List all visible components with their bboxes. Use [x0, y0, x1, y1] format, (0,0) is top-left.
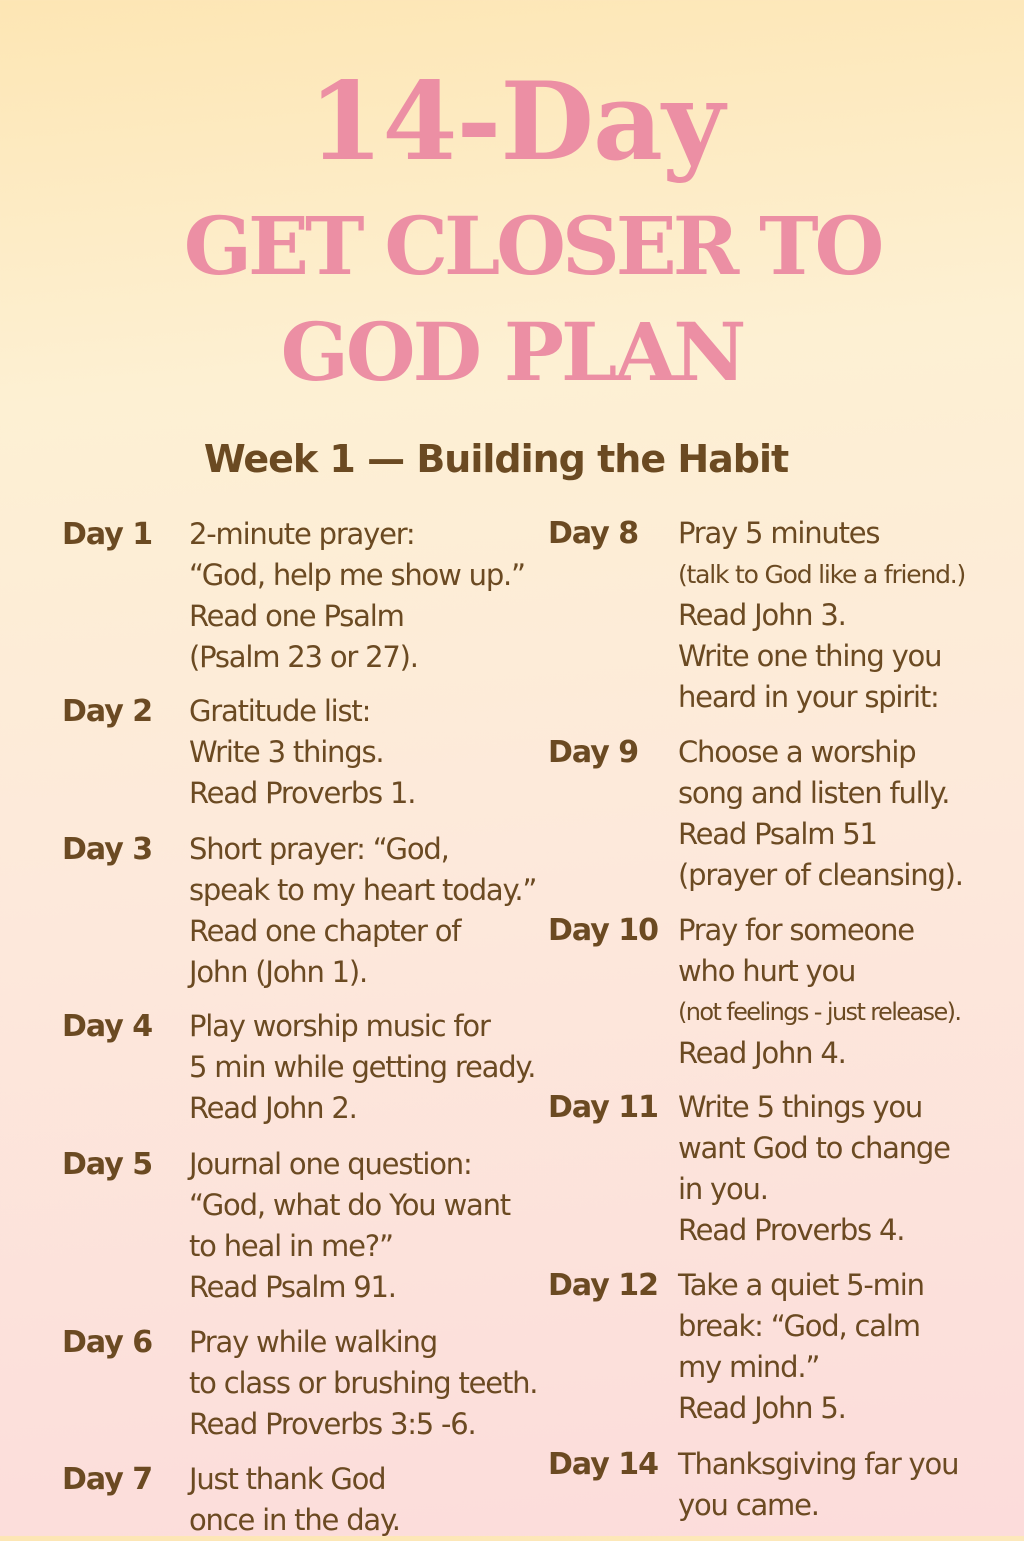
task-line: Read Psalm 91. — [189, 1270, 396, 1304]
task-line: “God, help me show up.” — [189, 558, 525, 592]
task-line: Just thank God — [189, 1462, 386, 1496]
task-line: (not feelings - just release). — [678, 998, 961, 1026]
day-tasks — [189, 514, 525, 678]
day-label: Day 2 — [62, 694, 153, 729]
day-tasks — [189, 1459, 400, 1541]
task-line: Pray 5 minutes — [678, 516, 880, 550]
task-line: break: “God, calm — [678, 1309, 920, 1343]
day-tasks — [678, 1087, 950, 1251]
task-line: John (John 1). — [189, 955, 368, 989]
day-label: Day 5 — [62, 1147, 153, 1182]
task-line: 2-minute prayer: — [189, 517, 415, 551]
day-tasks — [189, 691, 415, 814]
day-tasks — [678, 513, 965, 718]
task-line: Read John 2. — [189, 1091, 357, 1125]
task-line: you came. — [678, 1488, 819, 1522]
day-label: Day 1 — [62, 517, 153, 552]
task-line: 5 min while getting ready. — [189, 1050, 536, 1084]
task-line: (prayer of cleansing). — [678, 858, 963, 892]
task-line: Read one chapter of — [189, 914, 461, 948]
day-tasks — [189, 1322, 537, 1445]
day-tasks — [678, 1265, 924, 1429]
task-line: (Psalm 23 or 27). — [189, 640, 418, 674]
task-line: (talk to God like a friend.) — [678, 560, 966, 589]
day-tasks — [678, 732, 963, 896]
day-tasks — [189, 829, 536, 993]
task-line: Write one thing you — [678, 639, 942, 673]
task-line: Write 5 things you — [678, 1090, 923, 1124]
task-line: to heal in me?” — [189, 1229, 393, 1263]
task-line: Journal one question: — [189, 1147, 472, 1181]
task-line: Short prayer: “God, — [189, 832, 449, 866]
day-label: Day 9 — [548, 735, 639, 770]
task-line: Read Psalm 51 — [678, 817, 877, 851]
title-line-2: GET CLOSER TO — [183, 199, 881, 293]
day-label: Day 8 — [548, 516, 639, 551]
task-line: Gratitude list: — [189, 694, 371, 728]
task-line: Read Proverbs 1. — [189, 776, 416, 810]
task-line: my mind.” — [678, 1350, 820, 1384]
task-line: in you. — [678, 1172, 768, 1206]
task-line: Read one Psalm — [189, 599, 404, 633]
task-line: “God, what do You want — [189, 1188, 510, 1222]
title-line-3: GOD PLAN — [280, 305, 744, 399]
task-line: Pray while walking — [189, 1325, 437, 1359]
task-line: Take a quiet 5-min — [678, 1268, 924, 1302]
day-tasks — [189, 1144, 510, 1308]
title-line-1: 14-Day — [308, 59, 724, 185]
day-label: Day 12 — [548, 1268, 658, 1303]
task-line: Read John 3. — [678, 598, 846, 632]
task-line: Write 3 things. — [189, 735, 384, 769]
task-line: heard in your spirit: — [678, 680, 939, 714]
day-tasks — [189, 1006, 535, 1129]
task-line: to class or brushing teeth. — [189, 1366, 538, 1400]
day-label: Day 11 — [548, 1090, 658, 1125]
week-heading: Week 1 — Building the Habit — [203, 437, 789, 481]
task-line: Thanksgiving far you — [678, 1447, 959, 1481]
task-line: Read Proverbs 3:5 -6. — [189, 1407, 476, 1441]
task-line: who hurt you — [678, 954, 856, 988]
task-line: Read John 4. — [678, 1036, 846, 1070]
day-label: Day 14 — [548, 1447, 658, 1482]
day-label: Day 6 — [62, 1325, 153, 1360]
day-tasks — [678, 910, 960, 1074]
task-line: Read Proverbs 4. — [678, 1213, 905, 1247]
day-label: Day 7 — [62, 1462, 153, 1497]
task-line: Read John 5. — [678, 1391, 846, 1425]
task-line: Pray for someone — [678, 913, 914, 947]
task-line: want God to change — [678, 1131, 950, 1165]
day-label: Day 10 — [548, 913, 658, 948]
day-tasks — [678, 1444, 958, 1526]
task-line: once in the day. — [189, 1503, 400, 1537]
task-line: speak to my heart today.” — [189, 873, 537, 907]
task-line: Play worship music for — [189, 1009, 490, 1043]
day-label: Day 3 — [62, 832, 153, 867]
task-line: song and listen fully. — [678, 776, 950, 810]
day-label: Day 4 — [62, 1009, 153, 1044]
task-line: Choose a worship — [678, 735, 916, 769]
